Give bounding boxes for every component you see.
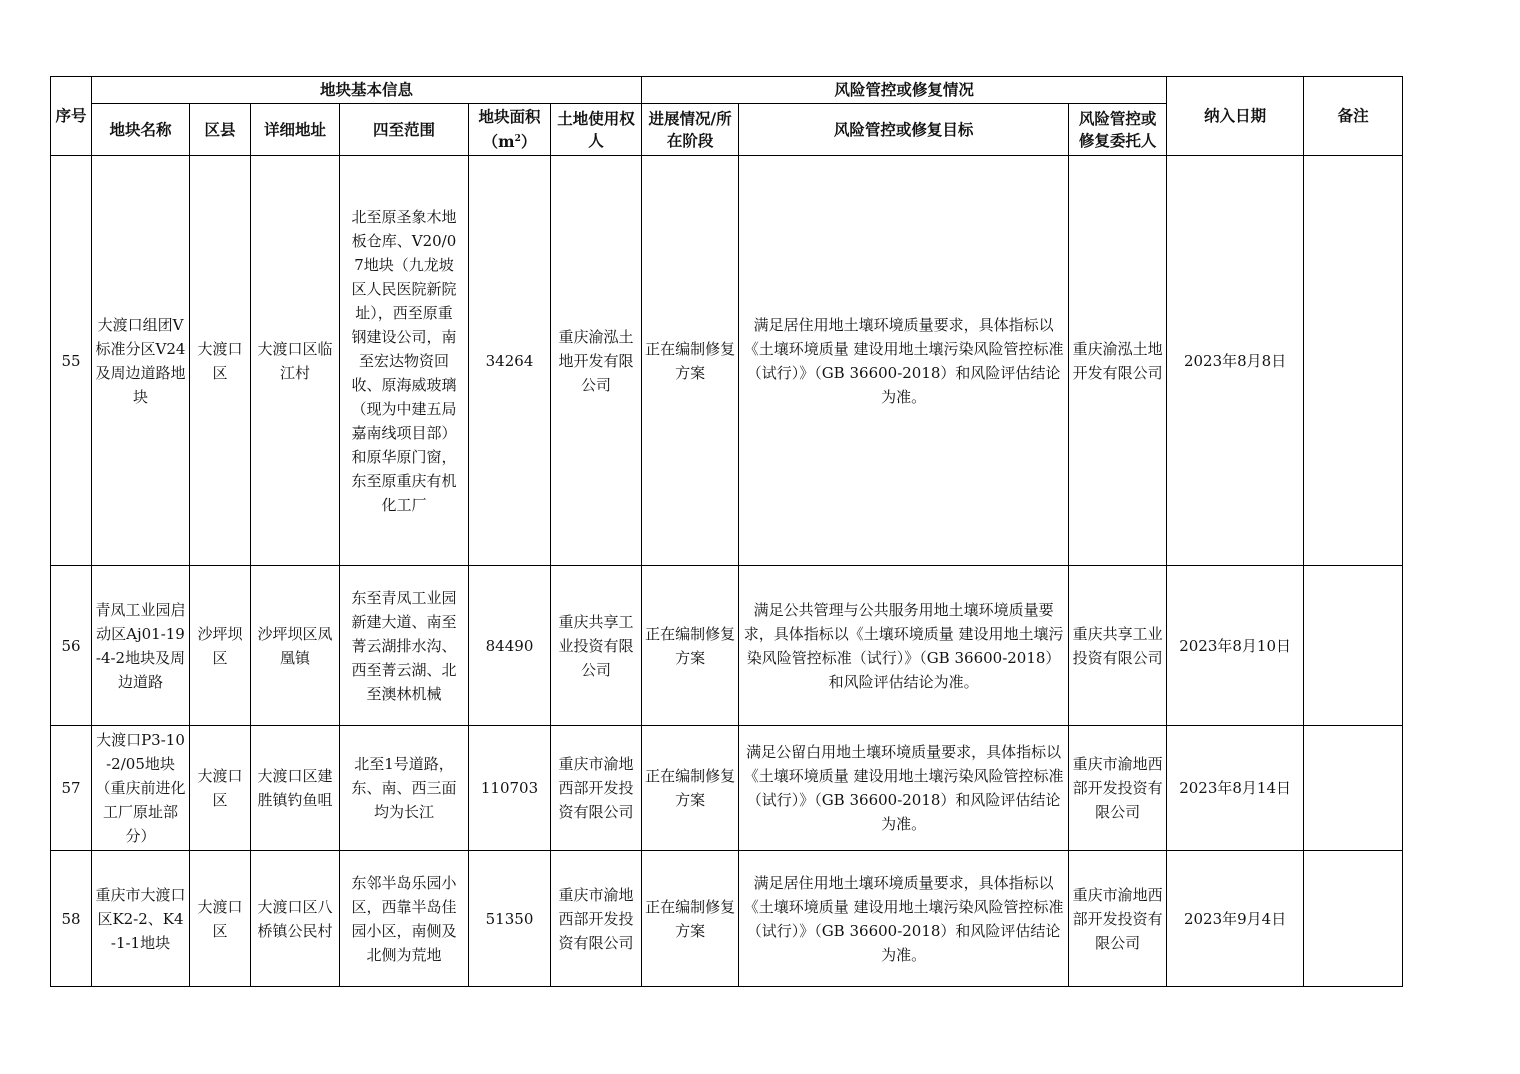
cell-progress: 正在编制修复方案 <box>642 156 739 566</box>
cell-progress: 正在编制修复方案 <box>642 726 739 851</box>
cell-name: 大渡口组团V标准分区V24及周边道路地块 <box>92 156 190 566</box>
cell-remark <box>1304 726 1403 851</box>
cell-remark <box>1304 851 1403 987</box>
cell-date: 2023年9月4日 <box>1167 851 1304 987</box>
cell-area: 110703 <box>469 726 551 851</box>
cell-area: 51350 <box>469 851 551 987</box>
header-progress: 进展情况/所在阶段 <box>642 104 739 156</box>
table-row <box>51 156 1403 566</box>
header-basic-info: 地块基本信息 <box>92 77 642 104</box>
cell-address: 大渡口区临江村 <box>251 156 340 566</box>
cell-client: 重庆渝泓土地开发有限公司 <box>1069 156 1167 566</box>
cell-address: 大渡口区八桥镇公民村 <box>251 851 340 987</box>
header-risk-info: 风险管控或修复情况 <box>642 77 1167 104</box>
header-area-unit-sup: 2 <box>514 134 521 144</box>
cell-client: 重庆共享工业投资有限公司 <box>1069 566 1167 726</box>
cell-owner: 重庆市渝地西部开发投资有限公司 <box>551 726 642 851</box>
cell-address: 沙坪坝区凤凰镇 <box>251 566 340 726</box>
header-area <box>469 104 551 156</box>
cell-name: 青凤工业园启动区Aj01-19-4-2地块及周边道路 <box>92 566 190 726</box>
cell-client: 重庆市渝地西部开发投资有限公司 <box>1069 726 1167 851</box>
cell-date: 2023年8月10日 <box>1167 566 1304 726</box>
cell-progress: 正在编制修复方案 <box>642 851 739 987</box>
header-seq: 序号 <box>51 77 92 156</box>
cell-date: 2023年8月8日 <box>1167 156 1304 566</box>
cell-owner: 重庆市渝地西部开发投资有限公司 <box>551 851 642 987</box>
cell-district: 大渡口区 <box>190 851 251 987</box>
header-remark: 备注 <box>1304 77 1403 156</box>
cell-progress: 正在编制修复方案 <box>642 566 739 726</box>
cell-boundary: 东邻半岛乐园小区，西靠半岛佳园小区，南侧及北侧为荒地 <box>340 851 469 987</box>
cell-boundary: 北至1号道路，东、南、西三面均为长江 <box>340 726 469 851</box>
cell-owner: 重庆渝泓土地开发有限公司 <box>551 156 642 566</box>
cell-boundary: 东至青凤工业园新建大道、南至菁云湖排水沟、西至菁云湖、北至澳林机械 <box>340 566 469 726</box>
cell-remark <box>1304 156 1403 566</box>
header-owner: 土地使用权人 <box>551 104 642 156</box>
header-client: 风险管控或修复委托人 <box>1069 104 1167 156</box>
cell-goal: 满足居住用地土壤环境质量要求，具体指标以《土壤环境质量 建设用地土壤污染风险管控标准（试行）》（GB 36600-2018）和风险评估结论为准。 <box>739 156 1069 566</box>
cell-seq: 58 <box>51 851 92 987</box>
cell-area: 84490 <box>469 566 551 726</box>
cell-district: 大渡口区 <box>190 156 251 566</box>
cell-client: 重庆市渝地西部开发投资有限公司 <box>1069 851 1167 987</box>
cell-remark <box>1304 566 1403 726</box>
table-row <box>51 566 1403 726</box>
cell-name: 重庆市大渡口区K2-2、K4-1-1地块 <box>92 851 190 987</box>
cell-district: 大渡口区 <box>190 726 251 851</box>
land-registry-table <box>50 76 1403 987</box>
cell-goal: 满足公共管理与公共服务用地土壤环境质量要求，具体指标以《土壤环境质量 建设用地土壤污染风险管控标准（试行）》（GB 36600-2018）和风险评估结论为准。 <box>739 566 1069 726</box>
cell-address: 大渡口区建胜镇钓鱼咀 <box>251 726 340 851</box>
header-goal: 风险管控或修复目标 <box>739 104 1069 156</box>
header-name: 地块名称 <box>92 104 190 156</box>
cell-boundary: 北至原圣象木地板仓库、V20/07地块（九龙坡区人民医院新院址），西至原重钢建设公司，南至宏达物资回收、原海威玻璃（现为中建五局嘉南线项目部）和原华原门窗，东至原重庆有机化工厂 <box>340 156 469 566</box>
cell-area: 34264 <box>469 156 551 566</box>
table-row <box>51 726 1403 851</box>
cell-owner: 重庆共享工业投资有限公司 <box>551 566 642 726</box>
cell-goal: 满足公留白用地土壤环境质量要求，具体指标以《土壤环境质量 建设用地土壤污染风险管控标准（试行）》（GB 36600-2018）和风险评估结论为准。 <box>739 726 1069 851</box>
table-row <box>51 851 1403 987</box>
header-area-label: 地块面积 <box>478 107 541 126</box>
cell-name: 大渡口P3-10-2/05地块（重庆前进化工厂原址部分） <box>92 726 190 851</box>
cell-seq: 56 <box>51 566 92 726</box>
header-date: 纳入日期 <box>1167 77 1304 156</box>
header-area-unit-base: （m <box>482 132 515 152</box>
cell-district: 沙坪坝区 <box>190 566 251 726</box>
cell-date: 2023年8月14日 <box>1167 726 1304 851</box>
header-boundary: 四至范围 <box>340 104 469 156</box>
header-area-unit-close: ） <box>520 132 537 152</box>
header-address: 详细地址 <box>251 104 340 156</box>
cell-seq: 55 <box>51 156 92 566</box>
header-district: 区县 <box>190 104 251 156</box>
cell-seq: 57 <box>51 726 92 851</box>
cell-goal: 满足居住用地土壤环境质量要求，具体指标以《土壤环境质量 建设用地土壤污染风险管控标准（试行）》（GB 36600-2018）和风险评估结论为准。 <box>739 851 1069 987</box>
